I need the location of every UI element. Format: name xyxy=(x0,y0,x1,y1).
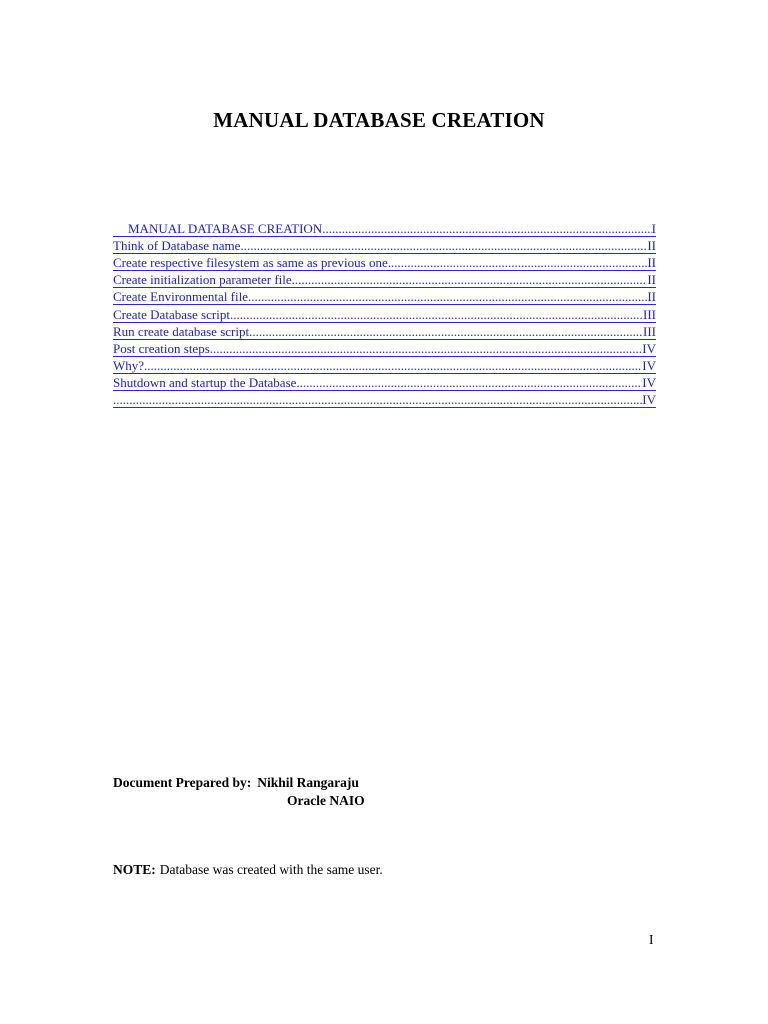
page-number: I xyxy=(649,932,654,947)
toc-entry-page: IV xyxy=(642,374,656,390)
table-of-contents xyxy=(113,220,656,408)
note-text: Database was created with the same user. xyxy=(159,862,383,877)
toc-entry-leader xyxy=(296,375,642,390)
toc-entry-leader xyxy=(292,272,648,287)
toc-entry[interactable] xyxy=(113,340,656,357)
toc-entry-page: II xyxy=(647,272,656,288)
toc-entry[interactable] xyxy=(113,237,656,254)
toc-entry-label: Create Environmental file xyxy=(113,289,249,305)
toc-entry-page: IV xyxy=(642,340,656,356)
toc-entry-leader xyxy=(249,324,643,339)
toc-entry-page: II xyxy=(647,255,656,271)
toc-entry-page: II xyxy=(647,289,656,305)
toc-entry-label: Shutdown and startup the Database xyxy=(113,374,297,390)
prepared-by-name: Nikhil Rangaraju xyxy=(257,775,359,790)
toc-entry-page: IV xyxy=(642,357,656,373)
toc-entry-leader xyxy=(144,358,642,373)
toc-entry[interactable] xyxy=(113,271,656,288)
toc-entry-leader xyxy=(113,392,642,407)
prepared-by xyxy=(113,775,359,791)
toc-entry-page: I xyxy=(651,221,656,237)
toc-entry-label: Create initialization parameter file xyxy=(113,272,292,288)
toc-entry-page: II xyxy=(647,238,656,254)
toc-entry-leader xyxy=(210,341,643,356)
toc-entry-label: Think of Database name xyxy=(113,238,241,254)
toc-entry[interactable] xyxy=(113,357,656,374)
toc-entry[interactable] xyxy=(113,254,656,271)
note-label: NOTE: xyxy=(113,862,156,877)
toc-entry[interactable] xyxy=(113,391,656,408)
note xyxy=(113,862,383,878)
toc-entry-page: III xyxy=(643,323,656,339)
toc-entry-leader xyxy=(322,221,651,236)
toc-entry[interactable] xyxy=(113,374,656,391)
toc-entry[interactable] xyxy=(113,323,656,340)
toc-entry-label: Post creation steps xyxy=(113,340,210,356)
prepared-by-label: Document Prepared by: xyxy=(113,775,252,790)
toc-entry-page: IV xyxy=(642,392,656,408)
toc-entry-leader xyxy=(248,289,647,304)
toc-entry[interactable] xyxy=(113,288,656,305)
toc-entry-leader xyxy=(240,238,647,253)
toc-entry-page: III xyxy=(643,306,656,322)
toc-entry-leader xyxy=(230,307,643,322)
toc-entry-label: Create respective filesystem as same as previous one xyxy=(113,255,388,271)
page-title: MANUAL DATABASE CREATION xyxy=(213,108,545,132)
toc-entry-label: Create Database script xyxy=(113,306,230,322)
organization: Oracle NAIO xyxy=(287,793,365,808)
toc-entry[interactable] xyxy=(113,305,656,322)
toc-entry-label: MANUAL DATABASE CREATION xyxy=(128,221,323,237)
toc-entry-label: Run create database script xyxy=(113,323,250,339)
toc-entry[interactable] xyxy=(113,220,656,237)
toc-entry-label: Why? xyxy=(113,357,145,373)
toc-entry-leader xyxy=(388,255,648,270)
